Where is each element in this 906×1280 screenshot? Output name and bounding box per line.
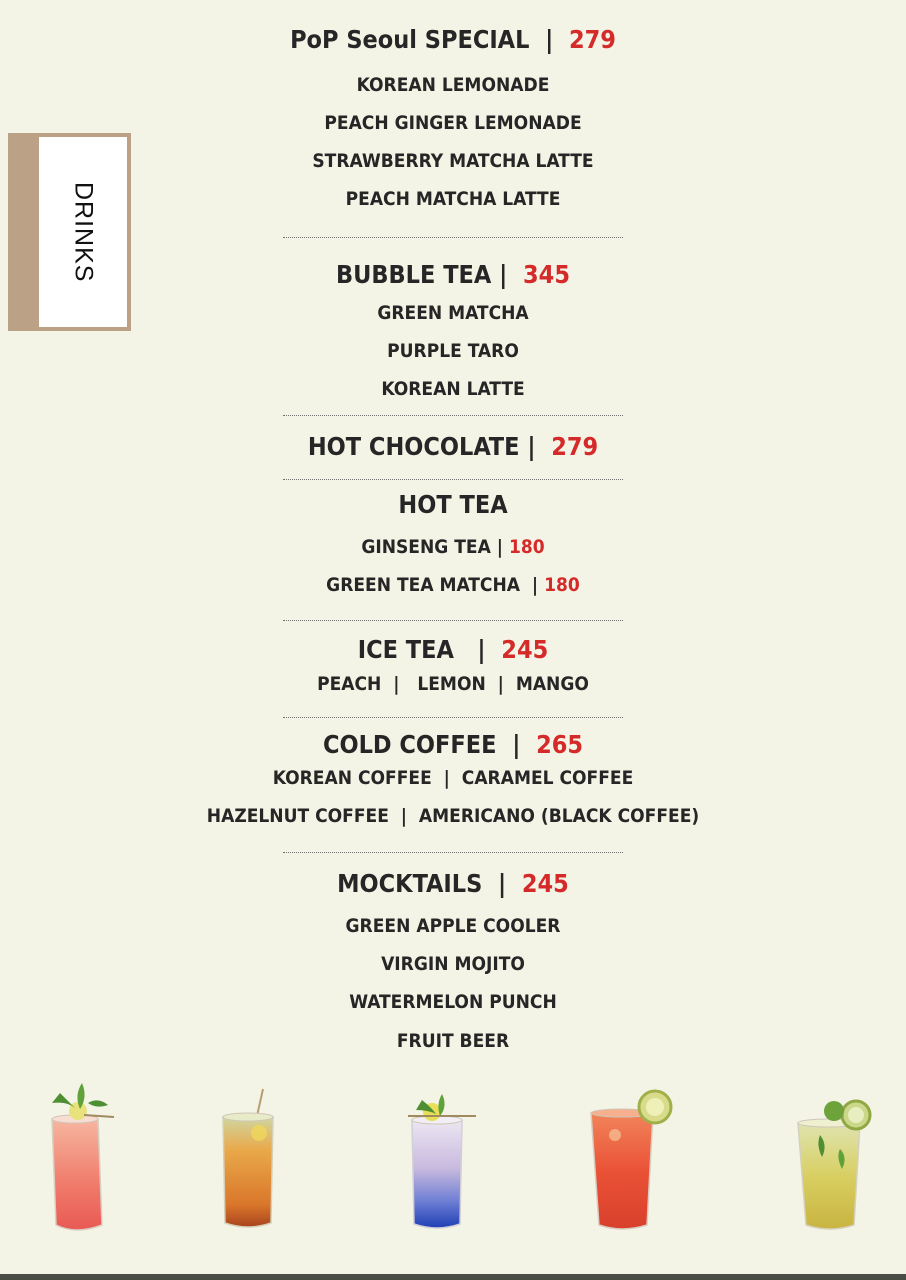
divider — [283, 479, 623, 480]
drinks-tab-label: DRINKS — [69, 181, 98, 283]
bubble-heading: BUBBLE TEA | 345 — [336, 260, 570, 289]
icetea-title: ICE TEA — [357, 635, 454, 664]
mocktails-item: FRUIT BEER — [396, 1030, 510, 1052]
coldcoffee-item: HAZELNUT COFFEE — [206, 805, 389, 827]
watermelon-punch-image — [585, 1085, 677, 1235]
coldcoffee-item: KOREAN COFFEE — [272, 767, 432, 789]
bubble-price: 345 — [523, 260, 570, 289]
hottea-item: GREEN TEA MATCHA | 180 — [326, 574, 580, 596]
mocktails-heading: MOCKTAILS | 245 — [337, 869, 569, 898]
mocktails-item: VIRGIN MOJITO — [381, 953, 525, 975]
special-price: 279 — [568, 25, 616, 54]
coldcoffee-price: 265 — [536, 730, 584, 759]
hottea-item: GINSENG TEA | 180 — [361, 536, 545, 558]
special-item: STRAWBERRY MATCHA LATTE — [312, 150, 594, 172]
icetea-flavor: LEMON — [417, 673, 486, 695]
coldcoffee-heading: COLD COFFEE | 265 — [322, 730, 584, 759]
hotchoc-heading: HOT CHOCOLATE | 279 — [307, 432, 599, 461]
divider — [283, 237, 623, 238]
special-item: KOREAN LEMONADE — [356, 74, 550, 96]
coldcoffee-row: HAZELNUT COFFEE | AMERICANO (BLACK COFFEE) — [206, 805, 700, 827]
virgin-mojito-image — [790, 1095, 880, 1235]
hotchoc-title: HOT CHOCOLATE — [307, 432, 520, 461]
blue-lemonade-image — [402, 1090, 482, 1235]
special-item: PEACH MATCHA LATTE — [345, 188, 561, 210]
mocktails-title: MOCKTAILS — [337, 869, 483, 898]
icetea-flavor: PEACH — [317, 673, 382, 695]
bubble-title: BUBBLE TEA — [336, 260, 492, 289]
mocktails-price: 245 — [521, 869, 569, 898]
special-title: PoP Seoul SPECIAL — [290, 25, 530, 54]
divider — [283, 717, 623, 718]
mocktails-item: GREEN APPLE COOLER — [345, 915, 561, 937]
coldcoffee-row: KOREAN COFFEE | CARAMEL COFFEE — [272, 767, 634, 789]
divider — [283, 415, 623, 416]
coldcoffee-item: AMERICANO (BLACK COFFEE) — [418, 805, 700, 827]
hottea-heading — [0, 490, 906, 519]
icetea-price: 245 — [501, 635, 549, 664]
icetea-flavor: MANGO — [515, 673, 589, 695]
hottea-item-price: 180 — [509, 536, 545, 558]
hottea-item-name: GREEN TEA MATCHA — [326, 574, 521, 596]
hottea-title: HOT TEA — [398, 490, 508, 519]
floor-strip — [0, 1274, 906, 1280]
coldcoffee-item: CARAMEL COFFEE — [461, 767, 634, 789]
hottea-item-name: GINSENG TEA — [361, 536, 491, 558]
bubble-item: PURPLE TARO — [387, 340, 519, 362]
bubble-item: GREEN MATCHA — [377, 302, 529, 324]
divider — [283, 852, 623, 853]
hotchoc-price: 279 — [551, 432, 599, 461]
bubble-item: KOREAN LATTE — [381, 378, 525, 400]
coldcoffee-title: COLD COFFEE — [322, 730, 497, 759]
special-heading: PoP Seoul SPECIAL | 279 — [290, 25, 616, 54]
hottea-item-price: 180 — [544, 574, 580, 596]
orange-iced-tea-image — [215, 1085, 285, 1235]
mocktails-item: WATERMELON PUNCH — [349, 991, 557, 1013]
icetea-heading: ICE TEA | 245 — [357, 635, 549, 664]
divider — [283, 620, 623, 621]
icetea-flavors: PEACH | LEMON | MANGO — [317, 673, 589, 695]
pink-mojito-image — [38, 1075, 122, 1237]
special-item: PEACH GINGER LEMONADE — [324, 112, 582, 134]
